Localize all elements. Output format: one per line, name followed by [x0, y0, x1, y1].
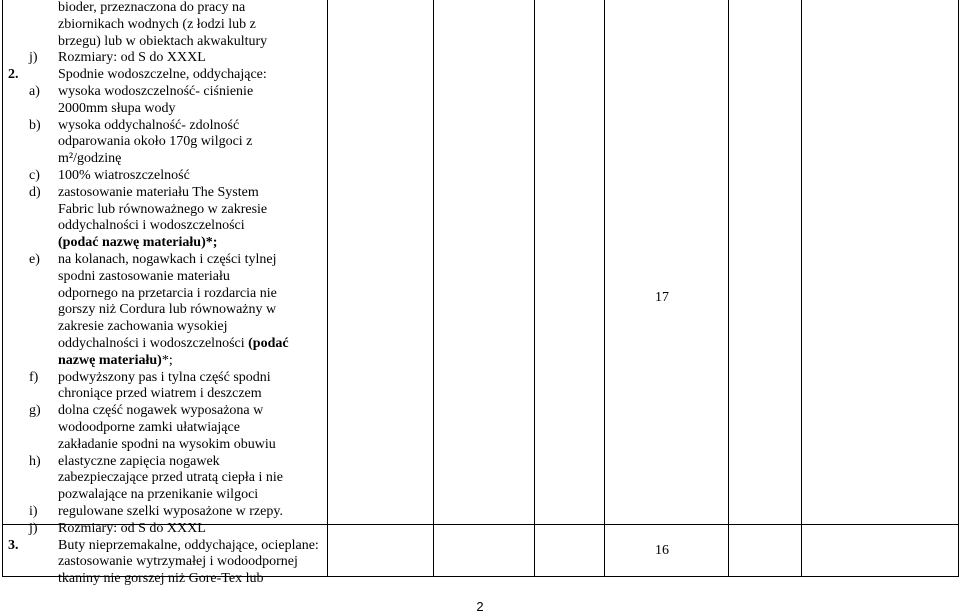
quantity-item-2: 17	[655, 290, 669, 305]
line-body	[58, 118, 239, 134]
line-body	[58, 521, 206, 537]
line-body	[58, 252, 276, 268]
item-letter: a)	[29, 84, 40, 99]
item-letter: e)	[29, 252, 40, 267]
line-text: brzegu) lub w obiektach akwakultury	[58, 33, 268, 49]
line-text: dolna część nogawek wyposażona w	[58, 403, 264, 419]
line-text: podwyższony pas i tylna część spodni	[58, 369, 271, 385]
bold-text: (podać	[248, 336, 289, 351]
line-text: 2000mm słupa wody	[58, 100, 176, 116]
bold-text: (podać nazwę materiału)*;	[58, 235, 218, 251]
line-body	[58, 370, 271, 386]
line-text: pozwalające na przenikanie wilgoci	[58, 487, 259, 503]
column-divider	[327, 0, 328, 577]
line-body	[58, 336, 289, 352]
line-text: 100% wiatroszczelność	[58, 168, 190, 183]
line-body	[58, 17, 256, 33]
line-text: wodoodporne zamki ułatwiające	[58, 420, 240, 435]
line-text: gorszy niż Cordura lub równoważny w	[58, 302, 277, 318]
item-letter: d)	[29, 184, 41, 200]
bold-text: nazwę materiału)	[58, 352, 162, 368]
line-body	[58, 386, 262, 402]
line-text: zastosowanie materiału The System	[58, 184, 259, 200]
section-number: 3.	[8, 537, 19, 553]
line-body	[58, 235, 217, 251]
item-letter: j)	[29, 50, 38, 66]
line-body	[58, 487, 258, 503]
line-body	[58, 218, 245, 234]
line-body	[58, 504, 283, 520]
item-letter: b)	[29, 117, 41, 133]
line-text: elastyczne zapięcia nogawek	[58, 453, 220, 469]
line-body	[58, 437, 276, 453]
line-body	[58, 134, 252, 150]
line-body	[58, 470, 283, 486]
item-letter: j)	[29, 520, 38, 536]
line-body	[58, 185, 259, 201]
line-text: zakładanie spodni na wysokim obuwiu	[58, 436, 276, 452]
line-body	[58, 403, 263, 419]
line-body	[58, 302, 276, 318]
line-text: Spodnie wodoszczelne, oddychające:	[58, 67, 267, 83]
line-text: Buty nieprzemakalne, oddychające, ocieplane:	[58, 537, 319, 553]
line-body	[58, 168, 190, 184]
line-text: zabezpieczające przed utratą ciepła i nie	[58, 470, 284, 486]
line-body	[58, 67, 267, 83]
line-body	[58, 319, 227, 335]
line-text: m²/godzinę	[58, 151, 122, 167]
line-body	[58, 269, 230, 285]
page-number: 2	[476, 599, 484, 614]
line-text: regulowane szelki wyposażone w rzepy.	[58, 504, 283, 519]
column-divider	[728, 0, 729, 577]
line-text: tkaniny nie gorszej niż Gore-Tex lub	[58, 571, 264, 587]
line-text: odpornego na przetarcia i rozdarcia nie	[58, 285, 277, 301]
line-text: odparowania około 170g wilgoci z	[58, 134, 253, 150]
line-body	[58, 420, 240, 436]
line-text: wysoka oddychalność- zdolność	[58, 117, 240, 133]
line-body	[58, 538, 319, 554]
table-border-right	[958, 0, 959, 577]
column-divider	[604, 0, 605, 577]
line-body	[58, 151, 121, 167]
item-letter: h)	[29, 453, 41, 469]
line-text: Fabric lub równoważnego w zakresie	[58, 201, 268, 217]
item-letter: c)	[29, 168, 40, 183]
column-divider	[801, 0, 802, 577]
line-body	[58, 554, 298, 570]
quantity-item-3: 16	[655, 543, 669, 558]
line-text: oddychalności i wodoszczelności	[58, 218, 245, 234]
item-letter: f)	[29, 369, 39, 385]
line-text: *;	[161, 352, 173, 368]
line-text: spodni zastosowanie materiału	[58, 268, 230, 284]
line-text: zbiornikach wodnych (z łodzi lub z	[58, 16, 256, 32]
line-text: chroniące przed wiatrem i deszczem	[58, 386, 262, 402]
line-text: bioder, przeznaczona do pracy na	[58, 0, 246, 15]
line-body	[58, 84, 253, 100]
line-body	[58, 353, 173, 369]
column-divider	[534, 0, 535, 577]
line-body	[58, 571, 263, 587]
spec-table	[2, 0, 959, 587]
line-body	[58, 286, 277, 302]
item-letter: i)	[29, 504, 38, 519]
line-text: na kolanach, nogawkach i części tylnej	[58, 252, 277, 267]
line-body	[58, 202, 267, 218]
table-border-left	[2, 0, 3, 577]
line-text: zastosowanie wytrzymałej i wodoodpornej	[58, 554, 298, 570]
line-text: zakresie zachowania wysokiej	[58, 319, 228, 335]
item-letter: g)	[29, 403, 41, 419]
line-body	[58, 0, 245, 16]
line-body	[58, 454, 220, 470]
line-text: Rozmiary: od S do XXXL	[58, 520, 206, 536]
line-body	[58, 101, 175, 117]
line-text: Rozmiary: od S do XXXL	[58, 50, 206, 66]
line-text: wysoka wodoszczelność- ciśnienie	[58, 84, 254, 99]
column-divider	[433, 0, 434, 577]
line-body	[58, 50, 206, 66]
line-text: oddychalności i wodoszczelności	[58, 336, 249, 351]
section-number: 2.	[8, 67, 19, 83]
line-body	[58, 34, 267, 50]
